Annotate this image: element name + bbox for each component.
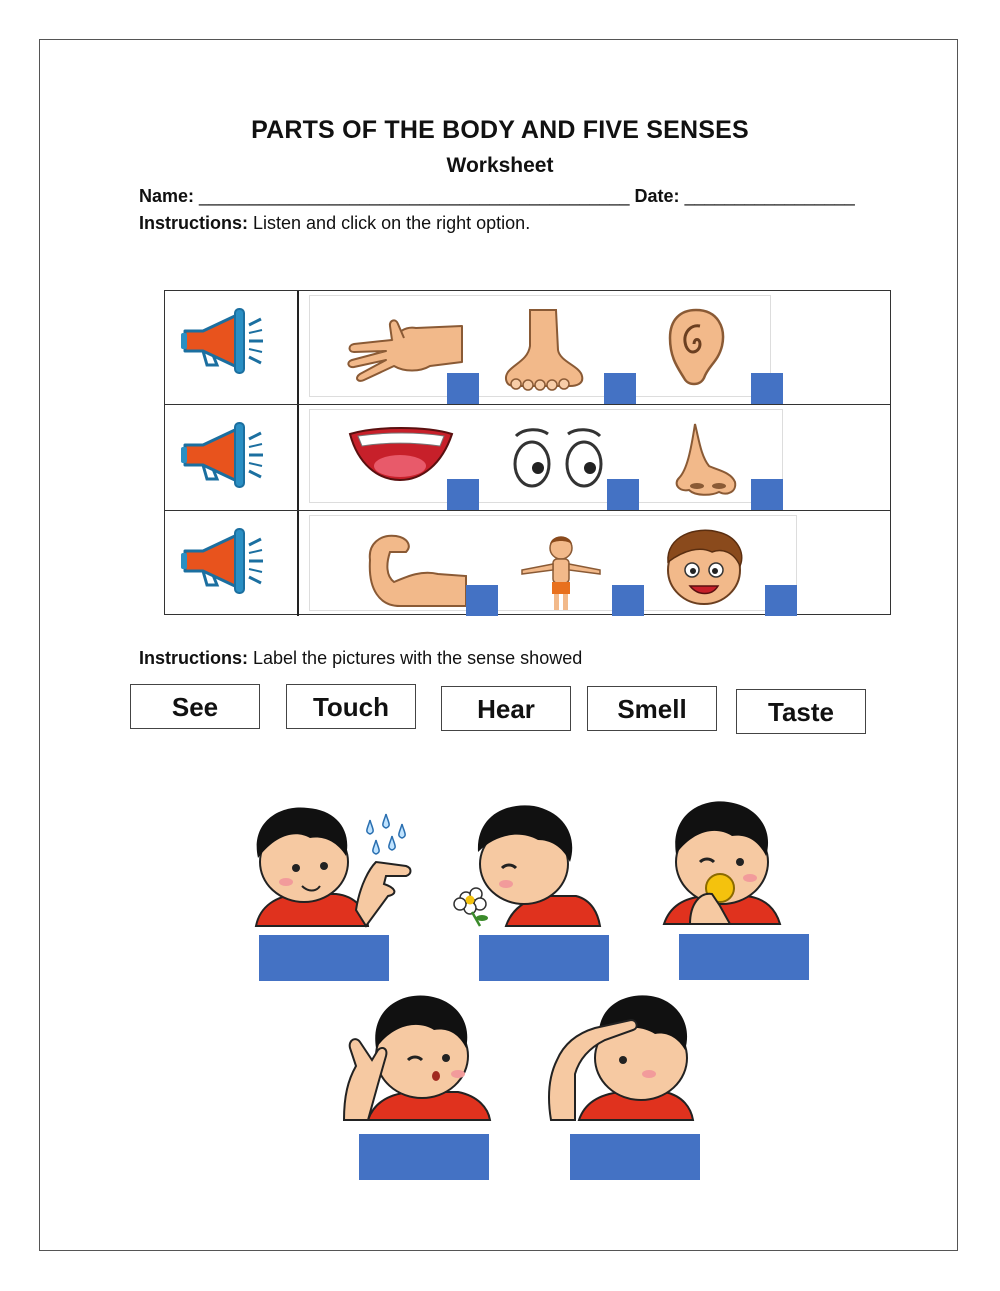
- megaphone-icon: [179, 417, 269, 497]
- instructions-text: Label the pictures with the sense showed: [248, 648, 583, 668]
- name-label: Name:: [139, 186, 195, 206]
- audio-speaker-button-2[interactable]: [165, 405, 299, 510]
- audio-speaker-button-1[interactable]: [165, 291, 299, 404]
- word-see[interactable]: See: [130, 684, 260, 729]
- instructions-text: Listen and click on the right option.: [248, 213, 531, 233]
- word-smell[interactable]: Smell: [587, 686, 717, 731]
- option-nose[interactable]: [751, 479, 783, 510]
- audio-speaker-button-3[interactable]: [165, 511, 299, 616]
- instructions-label: Instructions:: [139, 213, 249, 233]
- worksheet-title: PARTS OF THE BODY AND FIVE SENSES: [251, 116, 749, 144]
- listening-grid: [164, 290, 891, 615]
- option-hand[interactable]: [447, 373, 479, 404]
- word-hear[interactable]: Hear: [441, 686, 571, 731]
- word-touch[interactable]: Touch: [286, 684, 416, 729]
- answer-box-touch[interactable]: [259, 935, 389, 981]
- date-blank: _________________: [684, 186, 855, 206]
- instructions-label-senses: [139, 648, 582, 669]
- word-taste[interactable]: Taste: [736, 689, 866, 734]
- worksheet-subtitle: Worksheet: [446, 154, 554, 177]
- option-eyes[interactable]: [607, 479, 639, 510]
- kid-see-picture: [545, 990, 695, 1124]
- answer-box-smell[interactable]: [479, 935, 609, 981]
- name-blank: ___________________________________________: [199, 186, 630, 206]
- megaphone-icon: [179, 303, 269, 383]
- kid-touch-picture: [236, 800, 416, 930]
- kid-hear-picture: [338, 990, 493, 1124]
- option-arm[interactable]: [466, 585, 498, 616]
- listening-row-2: [165, 405, 890, 511]
- option-mouth[interactable]: [447, 479, 479, 510]
- answer-box-taste[interactable]: [679, 934, 809, 980]
- option-foot[interactable]: [604, 373, 636, 404]
- picture-strip-2: [309, 409, 783, 503]
- instructions-listen: [139, 213, 530, 234]
- picture-strip-1: [309, 295, 771, 397]
- listening-row-3: [165, 511, 890, 616]
- kid-taste-picture: [660, 796, 790, 928]
- picture-strip-3: [309, 515, 797, 611]
- megaphone-icon: [179, 523, 269, 603]
- date-label: Date:: [634, 186, 680, 206]
- kid-smell-picture: [446, 800, 606, 930]
- instructions-label: Instructions:: [139, 648, 249, 668]
- listening-row-1: [165, 291, 890, 405]
- answer-box-see[interactable]: [570, 1134, 700, 1180]
- answer-box-hear[interactable]: [359, 1134, 489, 1180]
- option-ear[interactable]: [751, 373, 783, 404]
- name-date-line: [139, 186, 855, 207]
- option-head[interactable]: [765, 585, 797, 616]
- option-body[interactable]: [612, 585, 644, 616]
